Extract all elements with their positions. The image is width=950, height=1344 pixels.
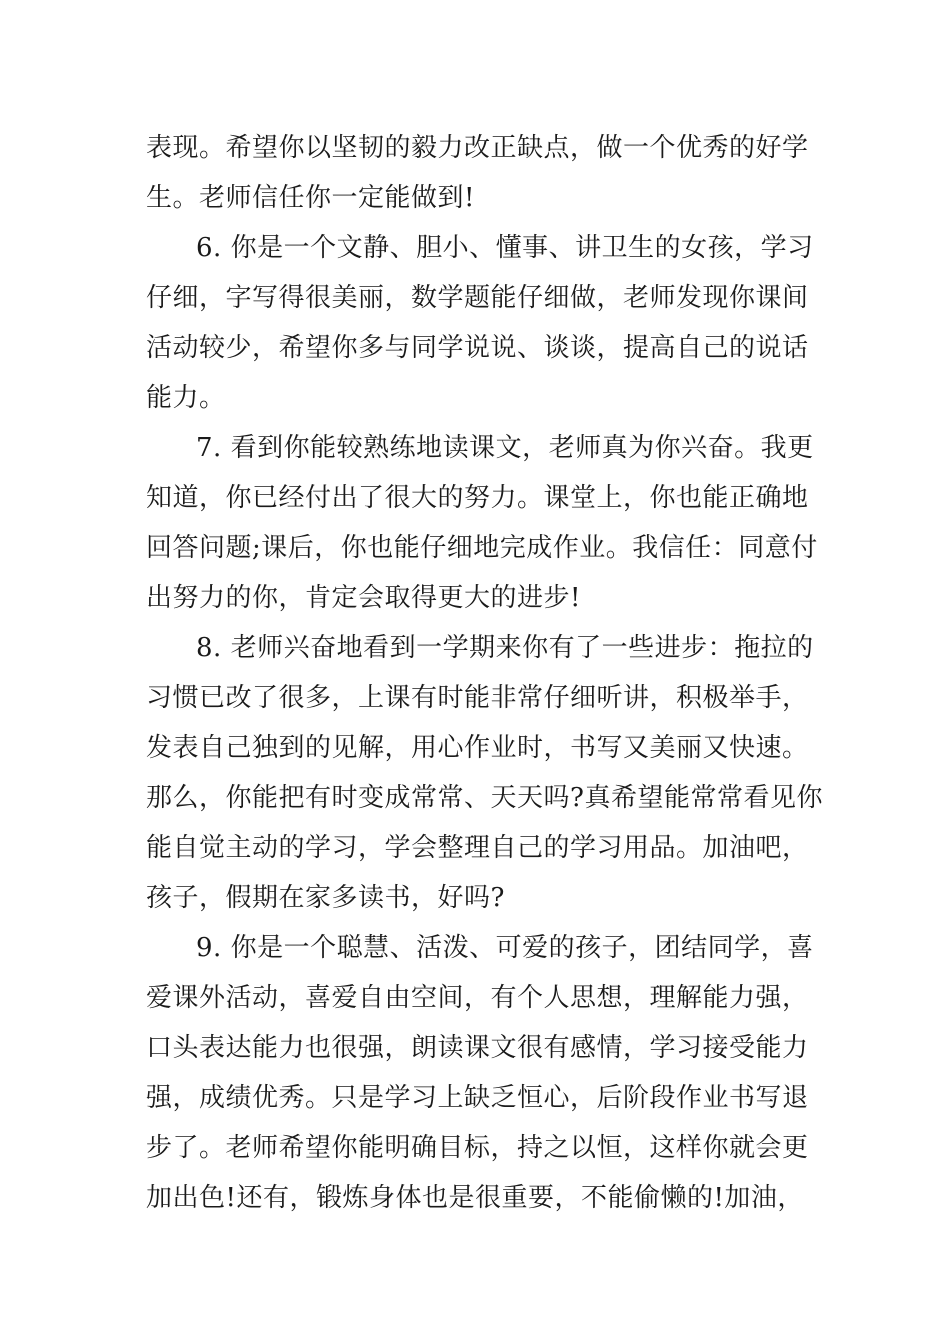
paragraph-start-6: 6. 你是一个文静、胆小、懂事、讲卫生的女孩，学习 <box>196 233 814 263</box>
text-line: 强，成绩优秀。只是学习上缺乏恒心，后阶段作业书写退 <box>146 1083 809 1113</box>
text-line: 出努力的你，肯定会取得更大的进步! <box>146 583 581 613</box>
text-line: 那么，你能把有时变成常常、天天吗?真希望能常常看见你 <box>146 783 823 813</box>
text-line: 加出色!还有，锻炼身体也是很重要，不能偷懒的!加油， <box>146 1183 804 1213</box>
paragraph-start-9: 9. 你是一个聪慧、活泼、可爱的孩子，团结同学，喜 <box>196 933 814 963</box>
paragraph-start-8: 8. 老师兴奋地看到一学期来你有了一些进步：拖拉的 <box>196 633 814 663</box>
text-line: 发表自己独到的见解，用心作业时，书写又美丽又快速。 <box>146 733 809 763</box>
text-line: 仔细，字写得很美丽，数学题能仔细做，老师发现你课间 <box>146 283 809 313</box>
text-line: 口头表达能力也很强，朗读课文很有感情，学习接受能力 <box>146 1033 809 1063</box>
text-line: 知道，你已经付出了很大的努力。课堂上，你也能正确地 <box>146 483 809 513</box>
paragraph-start-7: 7. 看到你能较熟练地读课文，老师真为你兴奋。我更 <box>196 433 814 463</box>
text-line: 能自觉主动的学习，学会整理自己的学习用品。加油吧， <box>146 833 809 863</box>
text-line: 生。老师信任你一定能做到! <box>146 183 475 213</box>
text-line: 步了。老师希望你能明确目标，持之以恒，这样你就会更 <box>146 1133 809 1163</box>
text-line: 孩子，假期在家多读书，好吗? <box>146 883 505 913</box>
text-line: 活动较少，希望你多与同学说说、谈谈，提高自己的说话 <box>146 333 809 363</box>
text-line: 爱课外活动，喜爱自由空间，有个人思想，理解能力强， <box>146 983 809 1013</box>
text-line: 习惯已改了很多，上课有时能非常仔细听讲，积极举手， <box>146 683 809 713</box>
text-line: 表现。希望你以坚韧的毅力改正缺点，做一个优秀的好学 <box>146 133 809 163</box>
text-line: 能力。 <box>146 383 226 413</box>
text-line: 回答问题;课后，你也能仔细地完成作业。我信任：同意付 <box>146 533 818 563</box>
